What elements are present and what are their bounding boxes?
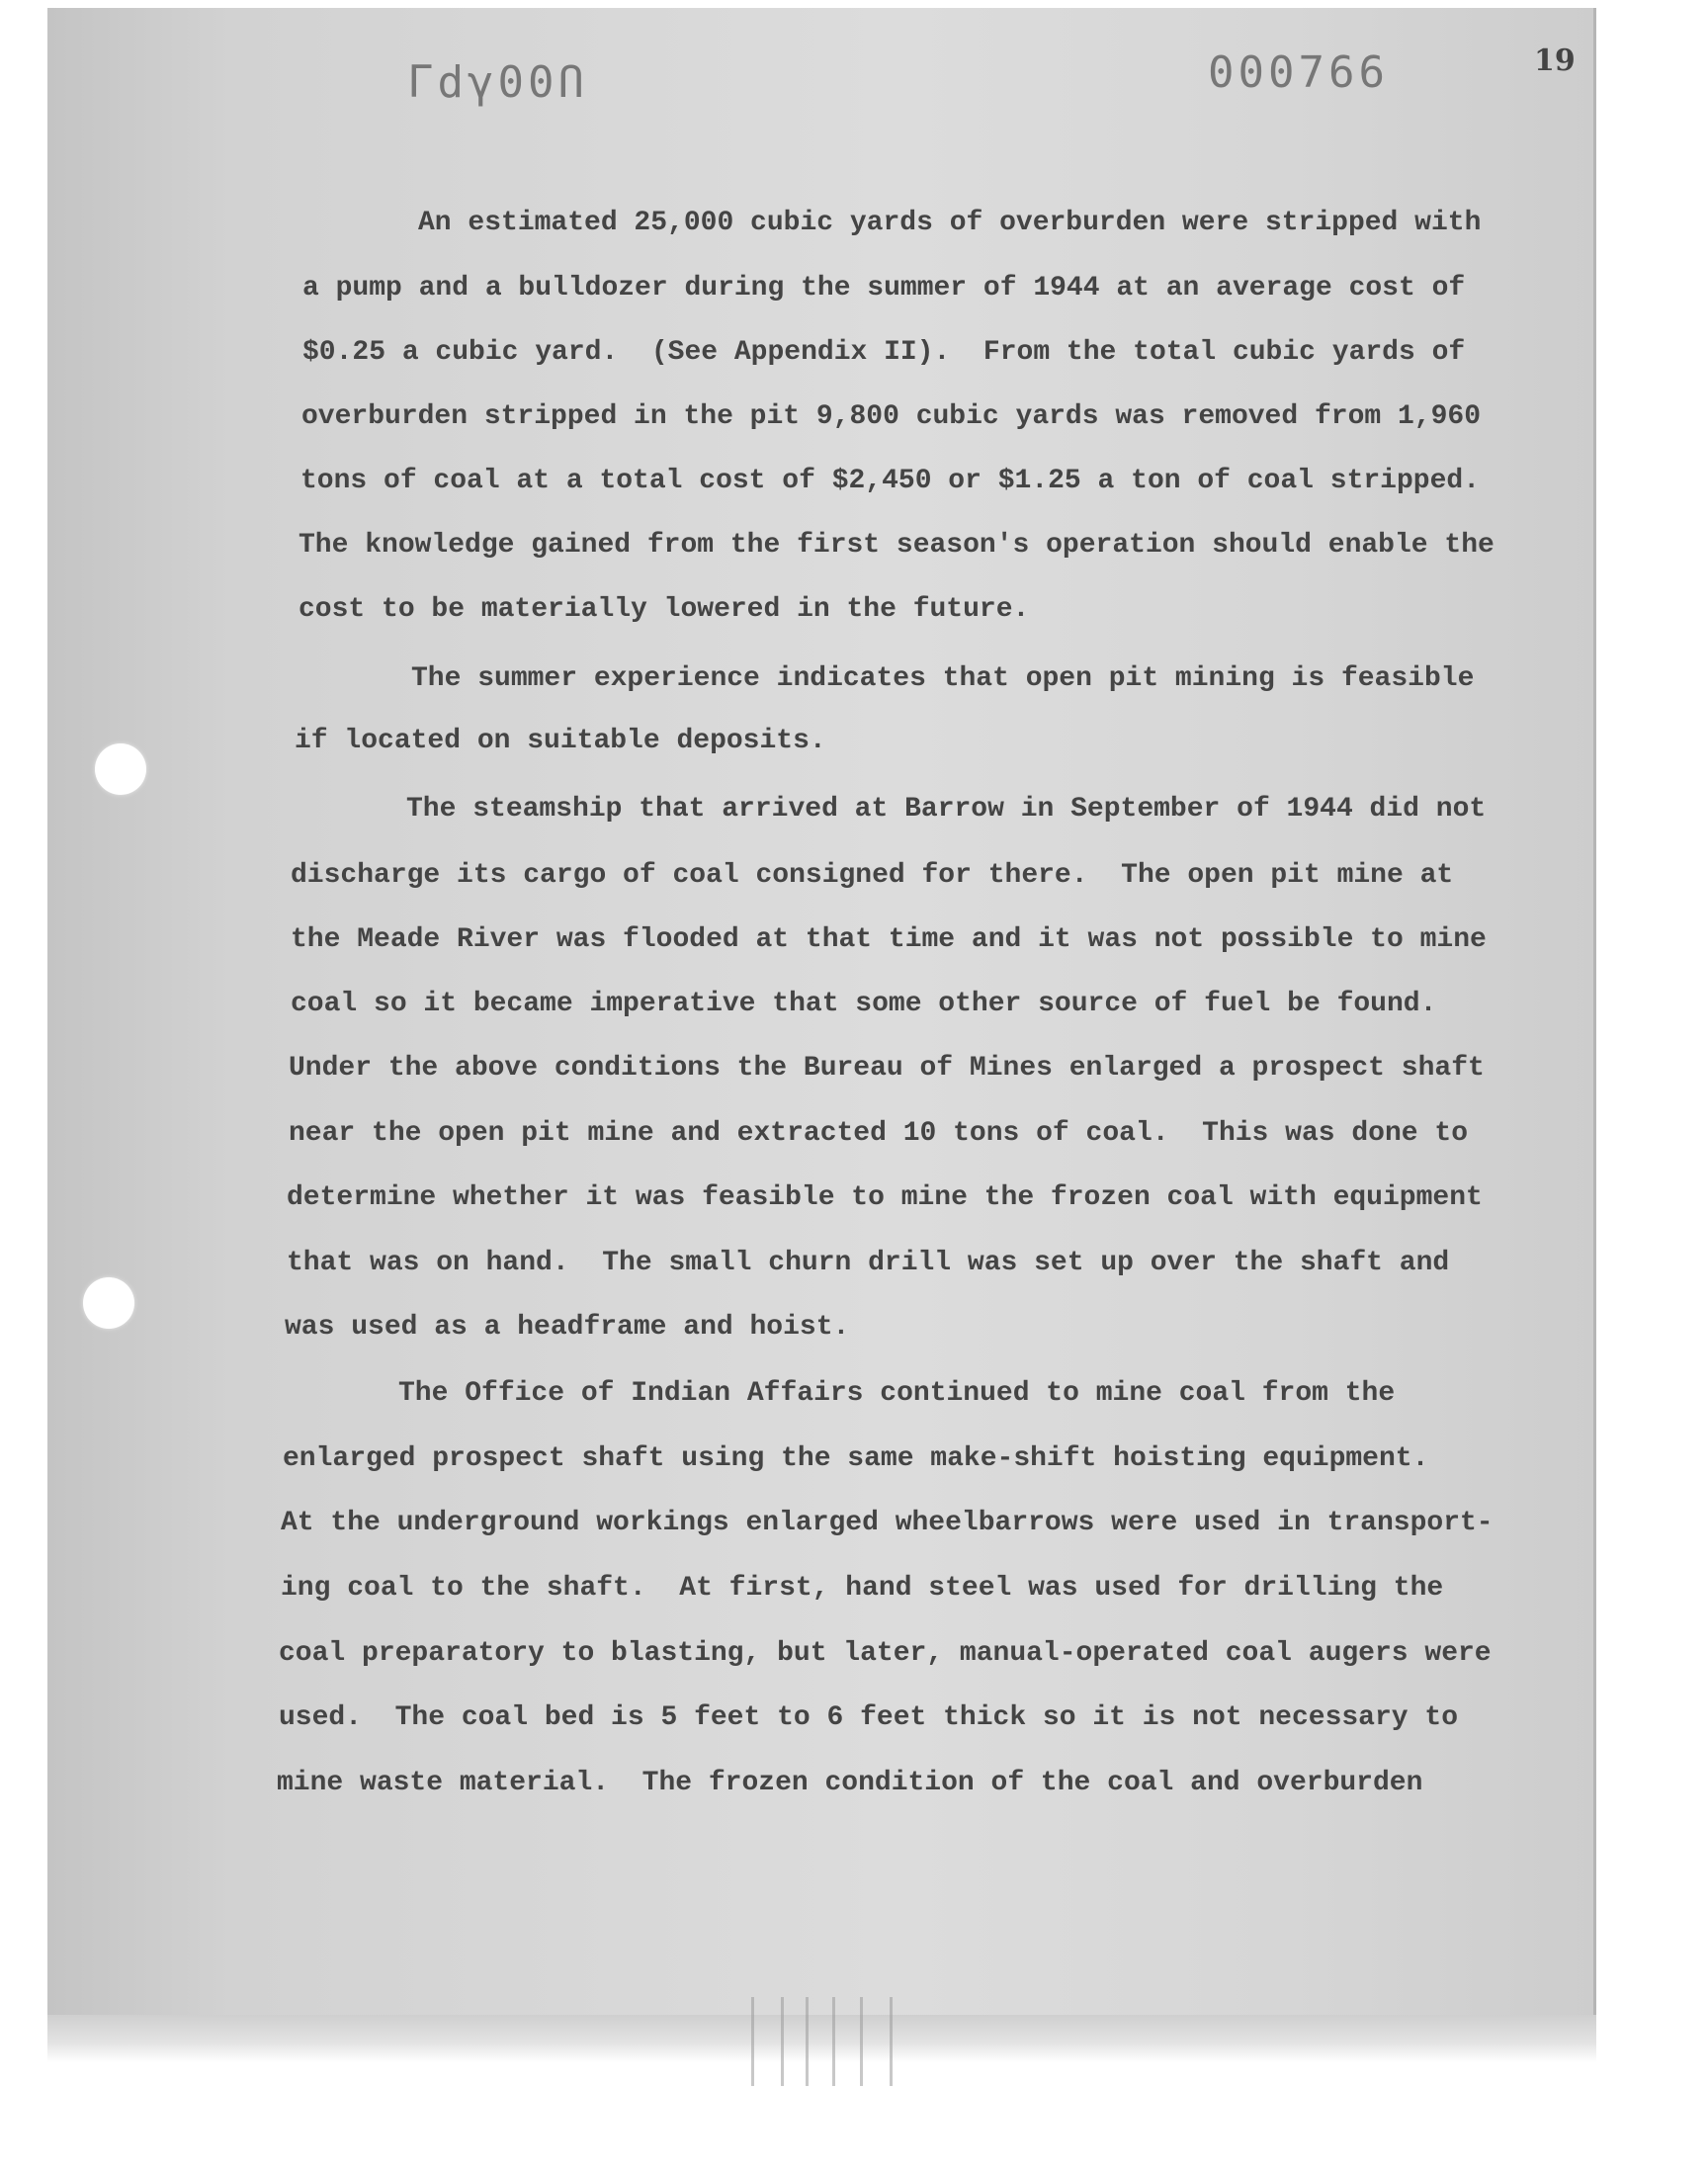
text-line: used. The coal bed is 5 feet to 6 feet thick so it is not necessary to xyxy=(279,1702,1458,1733)
text-line: The steamship that arrived at Barrow in September of 1944 did not xyxy=(406,794,1487,825)
stamp-number-left: Γdγ00Ո xyxy=(407,57,588,108)
scan-streak xyxy=(781,1997,784,2086)
scan-streak xyxy=(806,1997,809,2086)
text-line: The Office of Indian Affairs continued to mine coal from the xyxy=(398,1378,1396,1409)
text-line: An estimated 25,000 cubic yards of overburden were stripped with xyxy=(418,208,1482,238)
page-number: 19 xyxy=(1534,44,1576,78)
scan-streak xyxy=(832,1997,835,2086)
text-line: was used as a headframe and hoist. xyxy=(285,1312,850,1343)
text-line: coal preparatory to blasting, but later, manual-operated coal augers were xyxy=(279,1638,1492,1669)
scan-streak xyxy=(890,1997,893,2086)
text-line: ing coal to the shaft. At first, hand steel was used for drilling the xyxy=(281,1573,1444,1604)
scan-streak xyxy=(860,1997,863,2086)
text-line: mine waste material. The frozen condition of the coal and overburden xyxy=(277,1768,1423,1798)
text-line: overburden stripped in the pit 9,800 cubic yards was removed from 1,960 xyxy=(301,401,1481,432)
text-line: if located on suitable deposits. xyxy=(295,726,826,756)
text-line: enlarged prospect shaft using the same make-shift hoisting equipment. xyxy=(283,1443,1429,1474)
punch-hole xyxy=(83,1277,134,1329)
text-line: cost to be materially lowered in the future. xyxy=(299,594,1030,625)
text-line: tons of coal at a total cost of $2,450 or $1.25 a ton of coal stripped. xyxy=(300,466,1480,496)
text-line: a pump and a bulldozer during the summer of 1944 at an average cost of xyxy=(302,273,1466,304)
text-line: the Meade River was flooded at that time and it was not possible to mine xyxy=(291,924,1487,955)
text-line: At the underground workings enlarged wheelbarrows were used in transport- xyxy=(281,1508,1494,1538)
scan-streak xyxy=(751,1997,754,2086)
text-line: coal so it became imperative that some other source of fuel be found. xyxy=(291,989,1437,1019)
text-line: $0.25 a cubic yard. (See Appendix II). From the total cubic yards of xyxy=(302,337,1466,368)
punch-hole xyxy=(95,743,146,795)
text-line: The summer experience indicates that open pit mining is feasible xyxy=(411,663,1475,694)
stamp-number-right: 000766 xyxy=(1208,47,1389,98)
text-line: discharge its cargo of coal consigned for there. The open pit mine at xyxy=(291,860,1454,891)
text-line: near the open pit mine and extracted 10 tons of coal. This was done to xyxy=(289,1118,1468,1149)
text-line: that was on hand. The small churn drill was set up over the shaft and xyxy=(287,1248,1450,1278)
paper-bottom-edge xyxy=(47,2015,1596,2062)
text-line: determine whether it was feasible to mine the frozen coal with equipment xyxy=(287,1182,1483,1213)
text-line: Under the above conditions the Bureau of Mines enlarged a prospect shaft xyxy=(289,1053,1485,1084)
text-line: The knowledge gained from the first season's operation should enable the xyxy=(299,530,1494,561)
